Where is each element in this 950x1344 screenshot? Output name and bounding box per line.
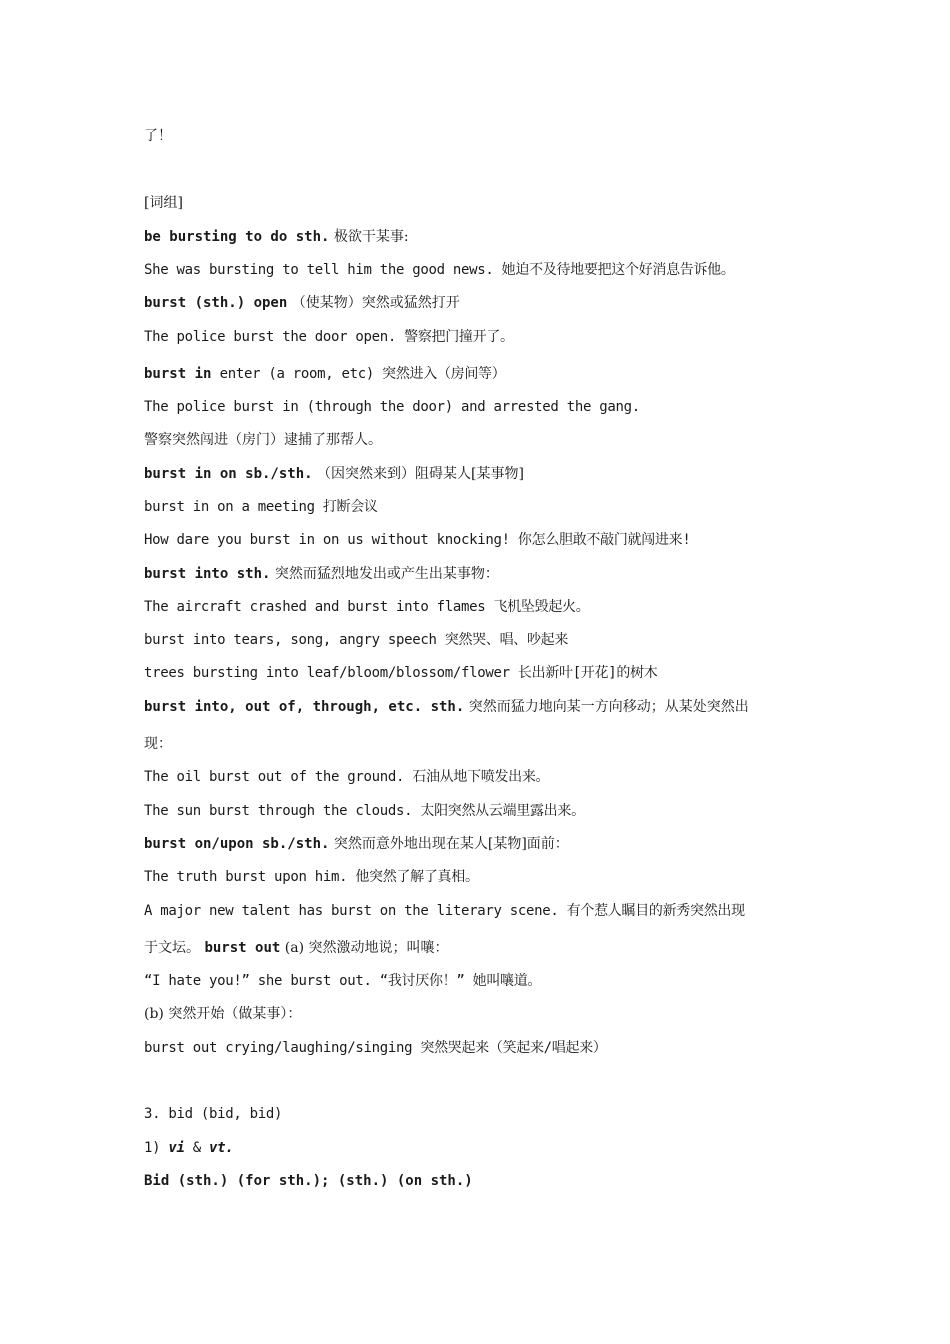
part-of-speech	[144, 1138, 233, 1158]
text: 3. bid (bid, bid)	[144, 1106, 283, 1122]
text: A major new talent has burst on the literary scene. 有个惹人瞩目的新秀突然出现	[144, 903, 745, 919]
text: 警察突然闯进（房门）逮捕了那帮人。	[144, 432, 382, 448]
word-heading	[144, 1104, 282, 1124]
text: “I hate you!” she burst out. “我讨厌你！” 她叫嚷道。	[144, 973, 542, 989]
text: 1)	[144, 1140, 169, 1156]
phrase-entry	[144, 1171, 473, 1191]
phrase-entry	[144, 938, 448, 958]
text: burst in on a meeting 打断会议	[144, 499, 378, 515]
example-line	[144, 260, 735, 280]
phrase-entry	[144, 293, 460, 313]
text: burst into tears, song, angry speech 突然哭、唱、吵起来	[144, 632, 569, 648]
example-line	[144, 901, 745, 921]
phrase: be bursting to do sth.	[144, 229, 330, 245]
text: The police burst in (through the door) and arrested the gang.	[144, 399, 640, 415]
definition: 突然而意外地出现在某人[某物]面前：	[329, 836, 569, 852]
example-line	[144, 597, 589, 617]
text: &	[184, 1140, 210, 1156]
definition: enter (a room, etc) 突然进入（房间等）	[211, 366, 506, 382]
example-line	[144, 327, 514, 347]
text: The truth burst upon him. 他突然了解了真相。	[144, 869, 479, 885]
text: The police burst the door open. 警察把门撞开了。	[144, 329, 514, 345]
example-line	[144, 530, 690, 550]
phrase: burst into sth.	[144, 566, 271, 582]
text-line	[144, 1004, 301, 1024]
text: vi	[168, 1140, 185, 1156]
text: The aircraft crashed and burst into flames 飞机坠毁起火。	[144, 599, 590, 615]
phrase: burst on/upon sb./sth.	[144, 836, 330, 852]
definition: 突然而猛烈地发出或产生出某事物：	[270, 566, 499, 582]
example-line	[144, 1038, 607, 1058]
phrase: burst in	[144, 366, 212, 382]
text: trees bursting into leaf/bloom/blossom/flower 长出新叶[开花]的树木	[144, 665, 658, 681]
example-line	[144, 801, 585, 821]
text-line	[144, 734, 172, 754]
text: 了！	[144, 128, 172, 144]
example-line	[144, 971, 541, 991]
example-line	[144, 630, 568, 650]
example-line	[144, 867, 479, 887]
text: 于文坛。	[144, 940, 205, 956]
definition: 突然而猛力地向某一方向移动；从某处突然出	[464, 699, 749, 715]
phrase-entry	[144, 364, 505, 384]
text-line	[144, 126, 172, 146]
phrase-entry	[144, 697, 749, 717]
text: burst out crying/laughing/singing 突然哭起来（笑起来/唱起来）	[144, 1040, 607, 1056]
phrase: burst out	[204, 940, 281, 956]
text: [词组]	[144, 195, 183, 211]
phrase-entry	[144, 564, 499, 584]
example-line	[144, 397, 640, 417]
definition: （因突然来到）阻碍某人[某事物]	[312, 466, 524, 482]
definition: 极欲干某事:	[329, 229, 409, 245]
phrase: burst in on sb./sth.	[144, 466, 313, 482]
text: 现：	[144, 736, 172, 752]
text: She was bursting to tell him the good news. 她迫不及待地要把这个好消息告诉他。	[144, 262, 735, 278]
definition: (a) 突然激动地说；叫嚷：	[280, 940, 449, 956]
phrase-entry	[144, 834, 569, 854]
phrase: burst into, out of, through, etc. sth.	[144, 699, 465, 715]
phrase: burst (sth.) open	[144, 295, 288, 311]
example-line	[144, 663, 657, 683]
phrase-entry	[144, 464, 524, 484]
example-line	[144, 767, 549, 787]
text: The oil burst out of the ground. 石油从地下喷发出来。	[144, 769, 550, 785]
text: vt.	[209, 1140, 234, 1156]
section-heading	[144, 193, 183, 213]
text: How dare you burst in on us without knocking! 你怎么胆敢不敲门就闯进来!	[144, 532, 691, 548]
definition: （使某物）突然或猛然打开	[287, 295, 460, 311]
text: The sun burst through the clouds. 太阳突然从云端里露出来。	[144, 803, 585, 819]
example-line	[144, 430, 382, 450]
phrase-entry	[144, 227, 409, 247]
text: (b) 突然开始（做某事）：	[144, 1006, 302, 1022]
phrase: Bid (sth.) (for sth.); (sth.) (on sth.)	[144, 1173, 473, 1189]
example-line	[144, 497, 378, 517]
